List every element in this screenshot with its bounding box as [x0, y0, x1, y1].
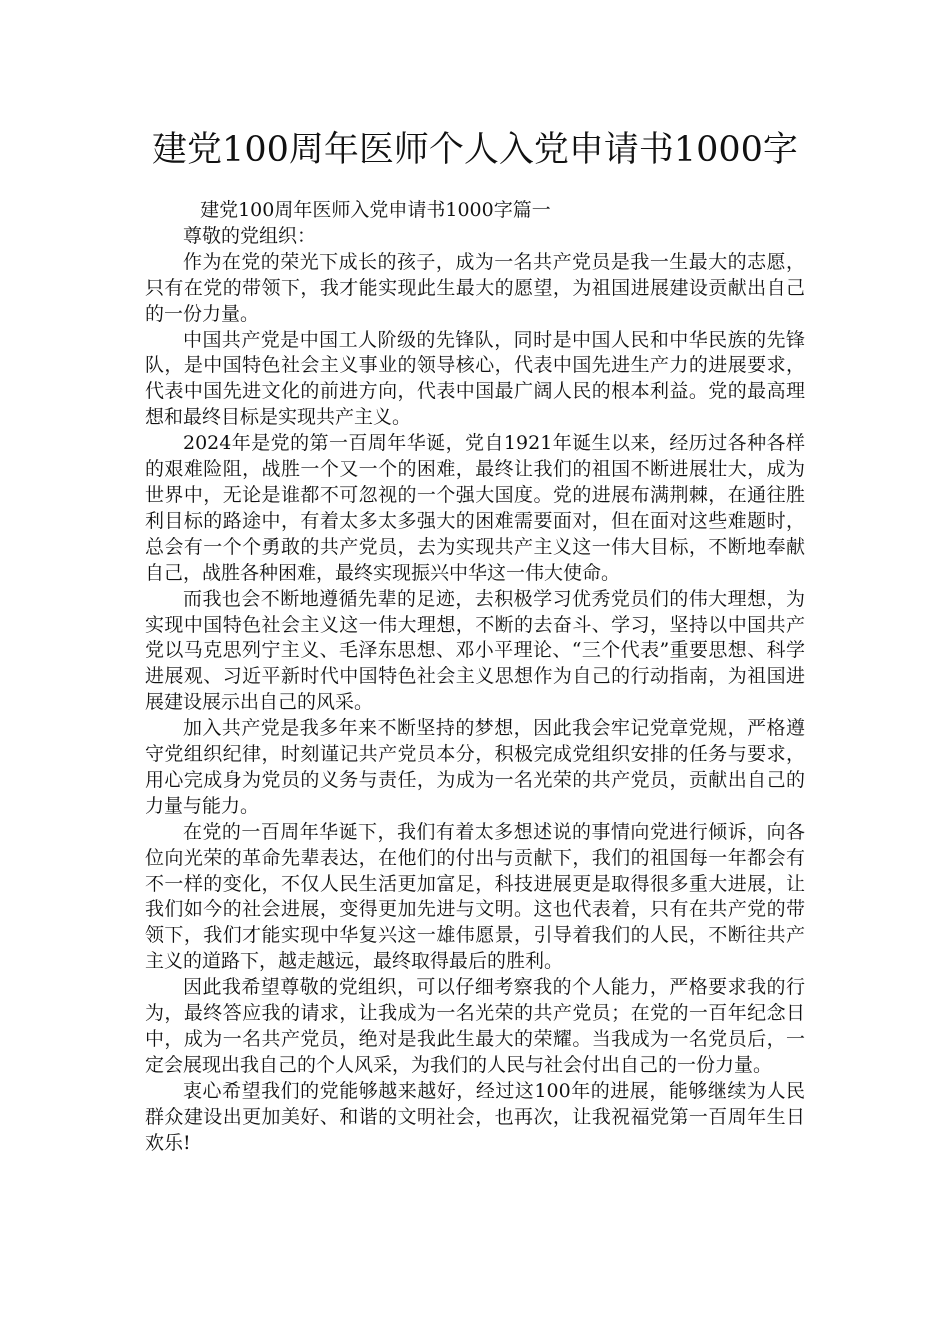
- document-body: [145, 198, 805, 1157]
- salutation: 尊敬的党组织：: [183, 224, 317, 247]
- document-title: 建党100周年医师个人入党申请书1000字: [152, 130, 798, 170]
- paragraph-2: 中国共产党是中国工人阶级的先锋队，同时是中国人民和中华民族的先锋队，是中国特色社会主义事业的领导核心，代表中国先进生产力的进展要求，代表中国先进文化的前进方向，代表中国最广阔人民的根本利益。党的最高理想和最终目标是实现共产主义。: [145, 328, 805, 429]
- paragraph-3: 2024年是党的第一百周年华诞，党自1921年诞生以来，经历过各种各样的艰难险阻，战胜一个又一个的困难，最终让我们的祖国不断进展壮大，成为世界中，无论是谁都不可忽视的一个强大国度。党的进展布满荆棘，在通往胜利目标的路途中，有着太多太多强大的困难需要面对，但在面对这些难题时，总会有一个个勇敢的共产党员，去为实现共产主义这一伟大目标，不断地奉献自己，战胜各种困难，最终实现振兴中华这一伟大使命。: [145, 432, 805, 584]
- paragraph-4: 而我也会不断地遵循先辈的足迹，去积极学习优秀党员们的伟大理想，为实现中国特色社会主义这一伟大理想，不断的去奋斗、学习，坚持以中国共产党以马克思列宁主义、毛泽东思想、邓小平理论、“三个代表”重要思想、科学进展观、习近平新时代中国特色社会主义思想作为自己的行动指南，为祖国进展建设展示出自己的风采。: [145, 587, 805, 714]
- paragraph-6: 在党的一百周年华诞下，我们有着太多想述说的事情向党进行倾诉，向各位向光荣的革命先辈表达，在他们的付出与贡献下，我们的祖国每一年都会有不一样的变化，不仅人民生活更加富足，科技进展更是取得很多重大进展，让我们如今的社会进展，变得更加先进与文明。这也代表着，只有在共产党的带领下，我们才能实现中华复兴这一雄伟愿景，引导着我们的人民，不断往共产主义的道路下，越走越远，最终取得最后的胜利。: [145, 820, 805, 973]
- paragraph-8: 衷心希望我们的党能够越来越好，经过这100年的进展，能够继续为人民群众建设出更加美好、和谐的文明社会，也再次，让我祝福党第一百周年生日欢乐!: [145, 1079, 805, 1154]
- paragraph-5: 加入共产党是我多年来不断坚持的梦想，因此我会牢记党章党规，严格遵守党组织纪律，时刻谨记共产党员本分，积极完成党组织安排的任务与要求，用心完成身为党员的义务与责任，为成为一名光荣的共产党员，贡献出自己的力量与能力。: [145, 717, 805, 817]
- section-heading: 建党100周年医师入党申请书1000字篇一: [200, 199, 551, 221]
- paragraph-1: 作为在党的荣光下成长的孩子，成为一名共产党员是我一生最大的志愿，只有在党的带领下，我才能实现此生最大的愿望，为祖国进展建设贡献出自己的一份力量。: [145, 250, 805, 325]
- paragraph-7: 因此我希望尊敬的党组织，可以仔细考察我的个人能力，严格要求我的行为，最终答应我的请求，让我成为一名光荣的共产党员；在党的一百年纪念日中，成为一名共产党员，绝对是我此生最大的荣耀。当我成为一名党员后，一定会展现出我自己的个人风采，为我们的人民与社会付出自己的一份力量。: [145, 976, 805, 1076]
